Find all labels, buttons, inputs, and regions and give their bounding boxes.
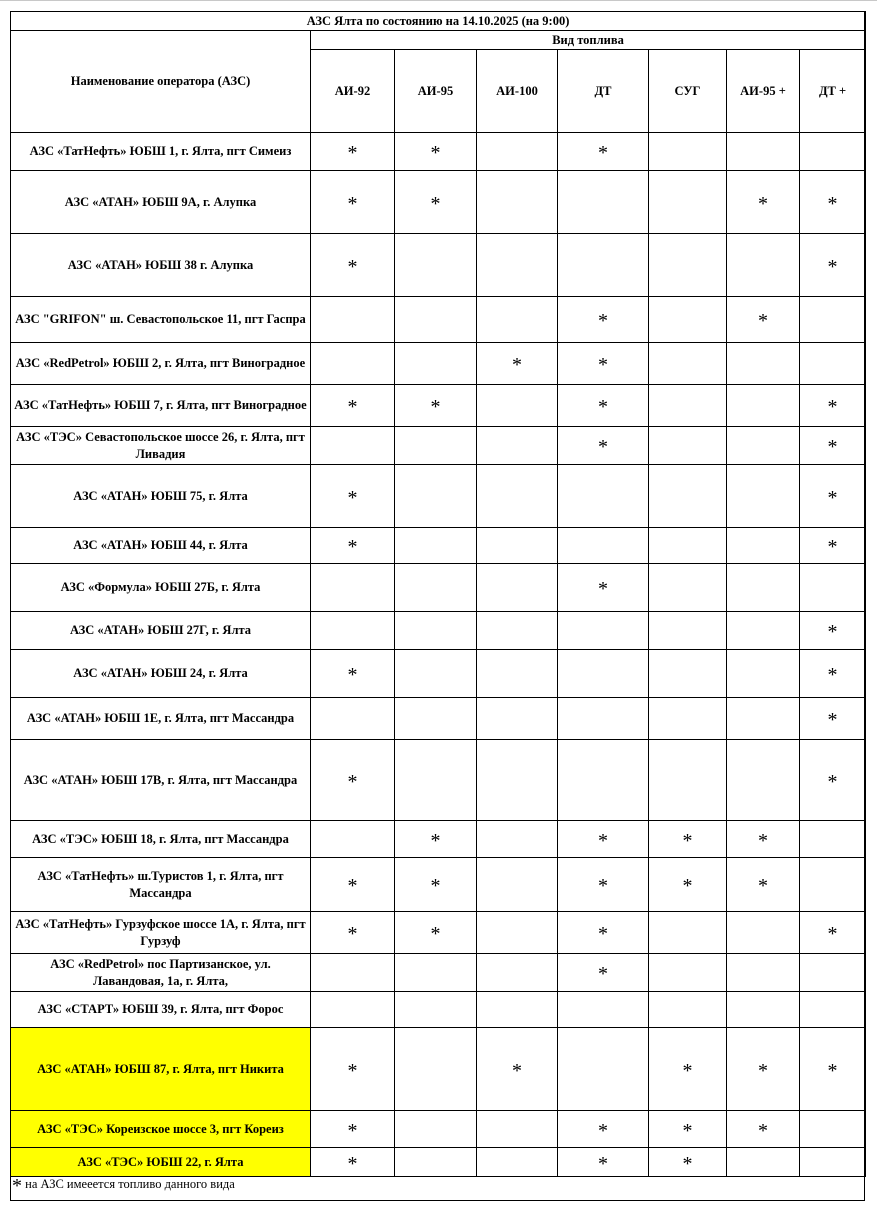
station-name: АЗС «АТАН» ЮБШ 1Е, г. Ялта, пгт Массандра <box>11 698 311 740</box>
fuel-cell <box>800 171 866 234</box>
fuel-group-header: Вид топлива <box>311 31 866 50</box>
fuel-cell <box>477 385 558 427</box>
fuel-cell <box>727 564 800 612</box>
fuel-cell <box>649 234 727 297</box>
availability-mark: * <box>827 1059 838 1082</box>
availability-mark: * <box>430 396 441 418</box>
fuel-cell <box>477 698 558 740</box>
fuel-cell <box>395 698 477 740</box>
fuel-header-4: СУГ <box>649 50 727 133</box>
availability-mark: * <box>512 354 522 376</box>
station-name: АЗС «ТатНефть» ЮБШ 7, г. Ялта, пгт Виноградное <box>11 385 311 427</box>
availability-mark: * <box>827 664 838 686</box>
fuel-cell <box>311 528 395 564</box>
fuel-cell <box>477 297 558 343</box>
station-name: АЗС «ТЭС» ЮБШ 18, г. Ялта, пгт Массандра <box>11 821 311 858</box>
fuel-cell <box>558 528 649 564</box>
fuel-cell <box>311 234 395 297</box>
fuel-cell <box>558 821 649 858</box>
fuel-cell <box>558 297 649 343</box>
fuel-cell <box>311 912 395 954</box>
fuel-cell <box>477 133 558 171</box>
fuel-cell <box>311 1111 395 1148</box>
fuel-cell <box>311 297 395 343</box>
table-row <box>11 740 866 821</box>
station-name: АЗС «СТАРТ» ЮБШ 39, г. Ялта, пгт Форос <box>11 992 311 1028</box>
availability-mark: * <box>682 1059 693 1082</box>
fuel-cell <box>311 133 395 171</box>
fuel-header-3: ДТ <box>558 50 649 133</box>
fuel-cell <box>649 564 727 612</box>
fuel-cell <box>311 650 395 698</box>
fuel-cell <box>649 954 727 992</box>
fuel-cell <box>558 858 649 912</box>
top-divider <box>0 0 877 1</box>
fuel-cell <box>800 698 866 740</box>
station-name: АЗС «RedPetrol» ЮБШ 2, г. Ялта, пгт Виноградное <box>11 343 311 385</box>
fuel-cell <box>800 1148 866 1177</box>
fuel-cell <box>395 1028 477 1111</box>
station-name: АЗС «АТАН» ЮБШ 44, г. Ялта <box>11 528 311 564</box>
availability-mark: * <box>347 255 358 278</box>
availability-mark: * <box>512 1059 522 1082</box>
table-row <box>11 171 866 234</box>
fuel-cell <box>649 1111 727 1148</box>
availability-mark: * <box>347 536 358 558</box>
fuel-cell <box>558 912 649 954</box>
fuel-cell <box>800 954 866 992</box>
availability-mark: * <box>758 829 768 852</box>
fuel-cell <box>727 343 800 385</box>
station-name: АЗС «ТатНефть» ЮБШ 1, г. Ялта, пгт Симеиз <box>11 133 311 171</box>
fuel-cell <box>558 234 649 297</box>
station-name: АЗС «Формула» ЮБШ 27Б, г. Ялта <box>11 564 311 612</box>
fuel-cell <box>558 1148 649 1177</box>
fuel-cell <box>800 564 866 612</box>
table-row <box>11 343 866 385</box>
fuel-cell <box>311 1028 395 1111</box>
fuel-cell <box>800 297 866 343</box>
fuel-cell <box>649 1148 727 1177</box>
availability-mark: * <box>347 142 358 164</box>
fuel-cell <box>311 385 395 427</box>
availability-mark: * <box>347 1152 358 1175</box>
table-row <box>11 1148 866 1177</box>
station-name: АЗС «АТАН» ЮБШ 75, г. Ялта <box>11 465 311 528</box>
fuel-cell <box>649 612 727 650</box>
fuel-cell <box>727 698 800 740</box>
fuel-cell <box>558 1028 649 1111</box>
fuel-availability-table <box>10 11 866 1177</box>
availability-mark: * <box>598 923 608 945</box>
fuel-cell <box>558 564 649 612</box>
fuel-cell <box>800 612 866 650</box>
fuel-cell <box>800 528 866 564</box>
fuel-cell <box>395 954 477 992</box>
fuel-cell <box>477 528 558 564</box>
fuel-cell <box>649 650 727 698</box>
fuel-cell <box>395 1111 477 1148</box>
fuel-cell <box>800 740 866 821</box>
fuel-cell <box>311 171 395 234</box>
fuel-cell <box>649 1028 727 1111</box>
fuel-cell <box>395 171 477 234</box>
footnote-text: на АЗС имееется топливо данного вида <box>25 1177 235 1191</box>
station-name: АЗС «АТАН» ЮБШ 24, г. Ялта <box>11 650 311 698</box>
fuel-cell <box>800 234 866 297</box>
fuel-cell <box>477 234 558 297</box>
table-row <box>11 297 866 343</box>
fuel-cell <box>477 465 558 528</box>
fuel-cell <box>727 740 800 821</box>
availability-mark: * <box>827 621 838 643</box>
fuel-cell <box>395 821 477 858</box>
availability-mark: * <box>598 875 608 897</box>
availability-mark: * <box>758 310 768 332</box>
availability-mark: * <box>598 436 608 458</box>
table-row <box>11 954 866 992</box>
availability-mark: * <box>827 770 838 793</box>
table-row <box>11 858 866 912</box>
availability-mark: * <box>598 310 608 332</box>
fuel-cell <box>558 650 649 698</box>
fuel-cell <box>649 740 727 821</box>
fuel-cell <box>311 954 395 992</box>
availability-mark: * <box>598 396 608 418</box>
fuel-cell <box>311 821 395 858</box>
availability-mark: * <box>758 1059 768 1082</box>
table-row <box>11 465 866 528</box>
table-row <box>11 385 866 427</box>
fuel-cell <box>395 133 477 171</box>
fuel-cell <box>649 821 727 858</box>
fuel-cell <box>558 740 649 821</box>
fuel-cell <box>477 1148 558 1177</box>
availability-mark: * <box>598 578 608 600</box>
fuel-cell <box>800 465 866 528</box>
fuel-cell <box>395 912 477 954</box>
footnote-symbol: * <box>12 1175 22 1197</box>
fuel-cell <box>558 427 649 465</box>
fuel-cell <box>558 465 649 528</box>
availability-mark: * <box>598 354 608 376</box>
fuel-header-5: АИ-95 + <box>727 50 800 133</box>
availability-mark: * <box>347 1119 358 1142</box>
fuel-cell <box>649 465 727 528</box>
fuel-cell <box>800 821 866 858</box>
availability-mark: * <box>827 709 838 731</box>
fuel-cell <box>311 992 395 1028</box>
fuel-cell <box>649 858 727 912</box>
availability-mark: * <box>347 875 358 897</box>
fuel-cell <box>477 740 558 821</box>
fuel-cell <box>558 992 649 1028</box>
fuel-cell <box>395 992 477 1028</box>
fuel-cell <box>558 385 649 427</box>
fuel-cell <box>477 1111 558 1148</box>
fuel-cell <box>727 1028 800 1111</box>
fuel-cell <box>649 171 727 234</box>
station-name: АЗС «ТЭС» ЮБШ 22, г. Ялта <box>11 1148 311 1177</box>
table-row <box>11 528 866 564</box>
fuel-cell <box>800 1028 866 1111</box>
table-row <box>11 427 866 465</box>
fuel-cell <box>477 1028 558 1111</box>
fuel-cell <box>800 133 866 171</box>
fuel-cell <box>649 133 727 171</box>
availability-mark: * <box>347 396 358 418</box>
availability-mark: * <box>682 1152 693 1175</box>
fuel-header-1: АИ-95 <box>395 50 477 133</box>
operator-column-header: Наименование оператора (АЗС) <box>11 31 311 133</box>
fuel-cell <box>311 564 395 612</box>
fuel-cell <box>558 698 649 740</box>
fuel-cell <box>727 1111 800 1148</box>
fuel-cell <box>311 698 395 740</box>
station-name: АЗС «АТАН» ЮБШ 38 г. Алупка <box>11 234 311 297</box>
availability-mark: * <box>598 963 608 985</box>
fuel-cell <box>800 858 866 912</box>
fuel-header-2: АИ-100 <box>477 50 558 133</box>
availability-mark: * <box>430 192 441 215</box>
availability-mark: * <box>347 1059 358 1082</box>
fuel-cell <box>727 858 800 912</box>
station-name: АЗС «АТАН» ЮБШ 27Г, г. Ялта <box>11 612 311 650</box>
availability-mark: * <box>682 1119 693 1142</box>
fuel-cell <box>727 427 800 465</box>
table-row <box>11 612 866 650</box>
fuel-cell <box>727 385 800 427</box>
availability-mark: * <box>827 396 838 418</box>
fuel-cell <box>649 297 727 343</box>
fuel-cell <box>395 297 477 343</box>
availability-mark: * <box>758 1119 768 1142</box>
station-name: АЗС «АТАН» ЮБШ 17В, г. Ялта, пгт Массандра <box>11 740 311 821</box>
fuel-cell <box>800 385 866 427</box>
availability-mark: * <box>430 923 441 945</box>
availability-mark: * <box>598 1119 608 1142</box>
fuel-cell <box>727 821 800 858</box>
fuel-header-0: АИ-92 <box>311 50 395 133</box>
fuel-cell <box>395 858 477 912</box>
availability-mark: * <box>827 536 838 558</box>
table-row <box>11 821 866 858</box>
station-name: АЗС «ТЭС» Севастопольское шоссе 26, г. Ялта, пгт Ливадия <box>11 427 311 465</box>
fuel-cell <box>477 912 558 954</box>
fuel-cell <box>311 612 395 650</box>
fuel-cell <box>477 858 558 912</box>
availability-mark: * <box>347 486 358 509</box>
fuel-cell <box>649 992 727 1028</box>
fuel-cell <box>395 234 477 297</box>
fuel-cell <box>395 465 477 528</box>
fuel-cell <box>311 465 395 528</box>
fuel-cell <box>395 612 477 650</box>
table-row <box>11 1111 866 1148</box>
fuel-cell <box>558 612 649 650</box>
fuel-cell <box>311 427 395 465</box>
station-name: АЗС «RedPetrol» пос Партизанское, ул. Лавандовая, 1а, г. Ялта, <box>11 954 311 992</box>
fuel-cell <box>477 612 558 650</box>
fuel-cell <box>311 1148 395 1177</box>
table-row <box>11 992 866 1028</box>
fuel-cell <box>800 912 866 954</box>
fuel-cell <box>477 171 558 234</box>
fuel-cell <box>311 740 395 821</box>
fuel-cell <box>395 528 477 564</box>
availability-mark: * <box>598 1152 608 1175</box>
fuel-cell <box>727 171 800 234</box>
availability-mark: * <box>682 875 693 897</box>
fuel-cell <box>477 343 558 385</box>
fuel-cell <box>727 234 800 297</box>
fuel-cell <box>649 698 727 740</box>
availability-mark: * <box>430 875 441 897</box>
fuel-cell <box>395 385 477 427</box>
fuel-cell <box>727 133 800 171</box>
footnote <box>12 1175 235 1198</box>
availability-mark: * <box>827 486 838 509</box>
fuel-cell <box>649 427 727 465</box>
fuel-cell <box>395 650 477 698</box>
fuel-cell <box>311 343 395 385</box>
fuel-cell <box>727 297 800 343</box>
table-row <box>11 698 866 740</box>
fuel-cell <box>558 133 649 171</box>
availability-mark: * <box>758 875 768 897</box>
availability-mark: * <box>347 664 358 686</box>
availability-mark: * <box>347 192 358 215</box>
station-name: АЗС «АТАН» ЮБШ 9А, г. Алупка <box>11 171 311 234</box>
table-row <box>11 650 866 698</box>
table-row <box>11 133 866 171</box>
fuel-cell <box>800 343 866 385</box>
availability-mark: * <box>827 923 838 945</box>
fuel-cell <box>727 1148 800 1177</box>
availability-mark: * <box>758 192 768 215</box>
fuel-cell <box>649 385 727 427</box>
fuel-cell <box>395 564 477 612</box>
fuel-cell <box>477 650 558 698</box>
fuel-cell <box>477 992 558 1028</box>
fuel-cell <box>477 427 558 465</box>
availability-mark: * <box>598 142 608 164</box>
fuel-cell <box>395 427 477 465</box>
table-row <box>11 234 866 297</box>
station-name: АЗС «ТЭС» Кореизское шоссе 3, пгт Кореиз <box>11 1111 311 1148</box>
fuel-cell <box>311 858 395 912</box>
fuel-cell <box>727 912 800 954</box>
fuel-cell <box>727 954 800 992</box>
fuel-cell <box>649 528 727 564</box>
fuel-cell <box>558 171 649 234</box>
fuel-cell <box>800 427 866 465</box>
station-name: АЗС «ТатНефть» Гурзуфское шоссе 1А, г. Ялта, пгт Гурзуф <box>11 912 311 954</box>
fuel-cell <box>727 612 800 650</box>
fuel-cell <box>477 954 558 992</box>
availability-mark: * <box>827 255 838 278</box>
availability-mark: * <box>827 436 838 458</box>
table-row <box>11 564 866 612</box>
fuel-cell <box>477 821 558 858</box>
fuel-cell <box>800 650 866 698</box>
availability-mark: * <box>598 829 608 852</box>
availability-mark: * <box>682 829 693 852</box>
fuel-cell <box>727 465 800 528</box>
fuel-cell <box>727 528 800 564</box>
table-row <box>11 912 866 954</box>
station-name: АЗС «АТАН» ЮБШ 87, г. Ялта, пгт Никита <box>11 1028 311 1111</box>
availability-mark: * <box>430 829 441 852</box>
fuel-cell <box>558 343 649 385</box>
fuel-cell <box>558 1111 649 1148</box>
fuel-cell <box>395 343 477 385</box>
fuel-cell <box>395 740 477 821</box>
fuel-cell <box>395 1148 477 1177</box>
fuel-cell <box>800 992 866 1028</box>
table-row <box>11 1028 866 1111</box>
availability-mark: * <box>827 192 838 215</box>
fuel-header-6: ДТ + <box>800 50 866 133</box>
fuel-cell <box>800 1111 866 1148</box>
availability-mark: * <box>347 923 358 945</box>
availability-mark: * <box>430 142 441 164</box>
table-title: АЗС Ялта по состоянию на 14.10.2025 (на 9:00) <box>11 12 866 31</box>
fuel-cell <box>727 992 800 1028</box>
fuel-cell <box>477 564 558 612</box>
fuel-cell <box>649 912 727 954</box>
station-name: АЗС «ТатНефть» ш.Туристов 1, г. Ялта, пгт Массандра <box>11 858 311 912</box>
fuel-cell <box>649 343 727 385</box>
fuel-cell <box>558 954 649 992</box>
availability-mark: * <box>347 770 358 793</box>
fuel-cell <box>727 650 800 698</box>
station-name: АЗС "GRIFON" ш. Севастопольское 11, пгт Гаспра <box>11 297 311 343</box>
